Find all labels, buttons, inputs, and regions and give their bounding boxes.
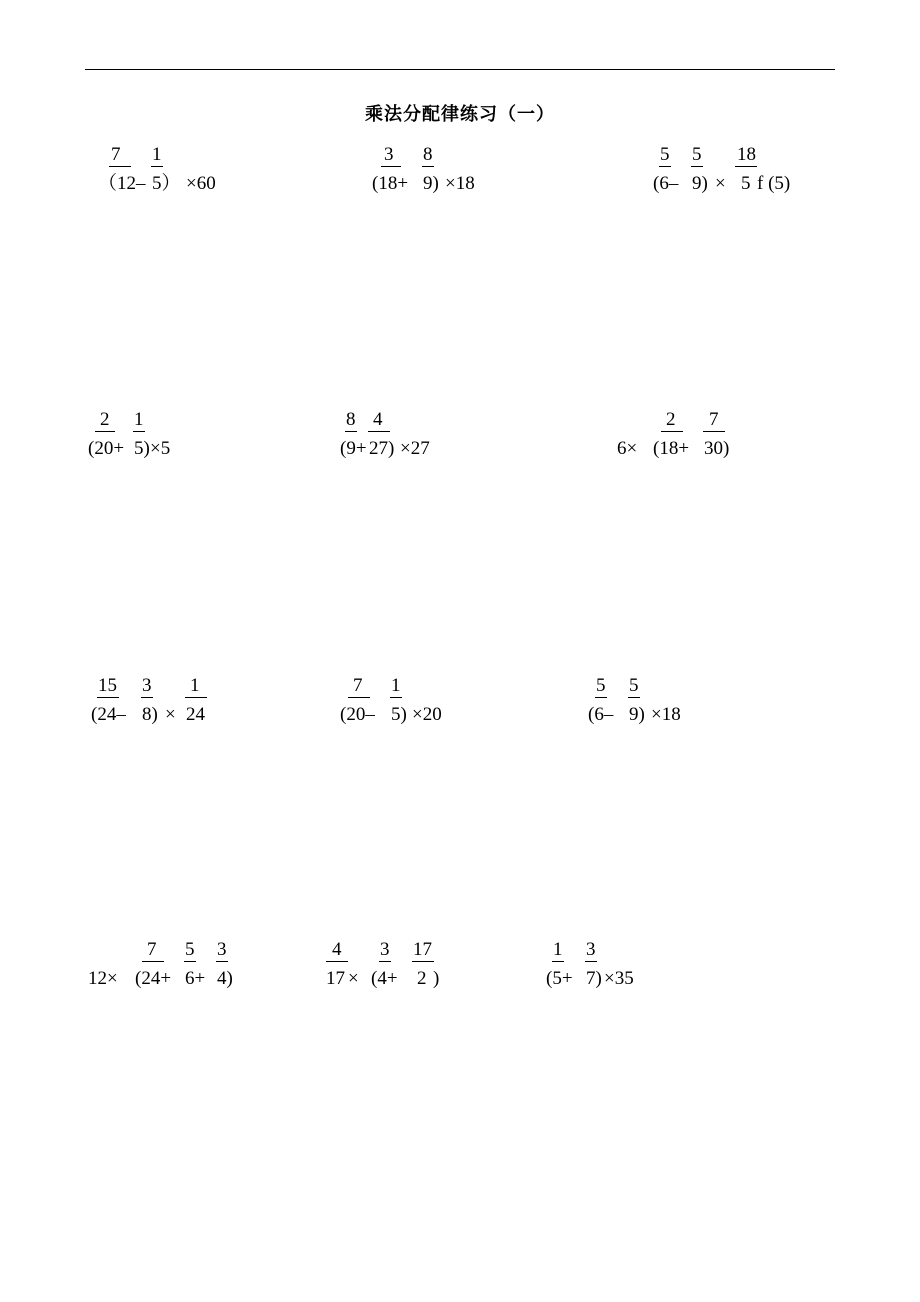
expression-part: 27)	[369, 438, 395, 459]
expression-part: ×60	[186, 173, 216, 194]
expression-part: ×18	[445, 173, 475, 194]
fraction-bar	[348, 697, 370, 698]
numerator: 7	[353, 675, 363, 696]
expression-part: 30)	[704, 438, 730, 459]
fraction-bar	[381, 166, 401, 167]
fraction-bar	[552, 961, 564, 962]
fraction-bar	[141, 697, 153, 698]
page-title: 乘法分配律练习（一）	[365, 104, 555, 125]
numerator: 5	[660, 144, 670, 165]
numerator: 7	[111, 144, 121, 165]
expression-part: (20–	[340, 704, 375, 725]
expression-part: 17	[326, 968, 345, 989]
numerator: 1	[152, 144, 162, 165]
expression-part: (18+	[372, 173, 409, 194]
numerator: 7	[147, 939, 157, 960]
expression-part: (5+	[546, 968, 573, 989]
expression-part: 7)	[586, 968, 602, 989]
expression-part: ×5	[150, 438, 171, 459]
numerator: 17	[413, 939, 432, 960]
numerator: 15	[98, 675, 117, 696]
numerator: 2	[666, 409, 676, 430]
numerator: 1	[553, 939, 563, 960]
fraction-bar	[326, 961, 348, 962]
fraction-bar	[585, 961, 597, 962]
numerator: 2	[100, 409, 110, 430]
expression-part: 6×	[617, 438, 638, 459]
expression-part: ×	[348, 968, 359, 989]
fraction-bar	[412, 961, 434, 962]
numerator: 1	[391, 675, 401, 696]
header-rule	[85, 69, 835, 70]
numerator: 4	[332, 939, 342, 960]
numerator: 3	[217, 939, 227, 960]
fraction-bar	[109, 166, 131, 167]
fraction-bar	[422, 166, 434, 167]
numerator: 8	[423, 144, 433, 165]
numerator: 3	[142, 675, 152, 696]
fraction-bar	[345, 431, 357, 432]
numerator: 5	[692, 144, 702, 165]
expression-part: ×	[715, 173, 726, 194]
expression-part: f (5)	[757, 173, 791, 194]
fraction-bar	[216, 961, 228, 962]
expression-part: 5)	[134, 438, 150, 459]
fraction-bar	[133, 431, 145, 432]
expression-part: 5)	[391, 704, 407, 725]
numerator: 1	[134, 409, 144, 430]
fraction-bar	[595, 697, 607, 698]
numerator: 3	[586, 939, 596, 960]
numerator: 5	[596, 675, 606, 696]
numerator: 3	[384, 144, 394, 165]
expression-part: (24–	[91, 704, 126, 725]
expression-part: (20+	[88, 438, 125, 459]
expression-part: (24+	[135, 968, 172, 989]
expression-part: ×27	[400, 438, 430, 459]
fraction-bar	[390, 697, 402, 698]
expression-part: ×18	[651, 704, 681, 725]
expression-part: 4)	[217, 968, 233, 989]
expression-part: （12–	[98, 173, 146, 194]
expression-part: ×35	[604, 968, 634, 989]
expression-part: (6–	[588, 704, 614, 725]
expression-part: 5）	[152, 173, 181, 194]
expression-part: 24	[186, 704, 205, 725]
expression-part: 2	[417, 968, 427, 989]
fraction-bar	[661, 431, 683, 432]
expression-part: 9)	[692, 173, 708, 194]
expression-part: 12×	[88, 968, 118, 989]
expression-part: 5	[741, 173, 751, 194]
expression-part: (9+	[340, 438, 367, 459]
numerator: 5	[629, 675, 639, 696]
fraction-bar	[691, 166, 703, 167]
expression-part: (18+	[653, 438, 690, 459]
fraction-bar	[142, 961, 164, 962]
fraction-bar	[703, 431, 725, 432]
numerator: 4	[373, 409, 383, 430]
fraction-bar	[659, 166, 671, 167]
numerator: 5	[185, 939, 195, 960]
expression-part: 6+	[185, 968, 206, 989]
expression-part: )	[433, 968, 440, 989]
expression-part: ×20	[412, 704, 442, 725]
numerator: 8	[346, 409, 356, 430]
expression-part: ×	[165, 704, 176, 725]
fraction-bar	[184, 961, 196, 962]
expression-part: (6–	[653, 173, 679, 194]
fraction-bar	[368, 431, 390, 432]
numerator: 3	[380, 939, 390, 960]
fraction-bar	[151, 166, 163, 167]
numerator: 1	[190, 675, 200, 696]
expression-part: 9)	[423, 173, 439, 194]
expression-part: 9)	[629, 704, 645, 725]
fraction-bar	[185, 697, 207, 698]
fraction-bar	[628, 697, 640, 698]
fraction-bar	[379, 961, 391, 962]
expression-part: 8)	[142, 704, 158, 725]
expression-part: (4+	[371, 968, 398, 989]
numerator: 7	[709, 409, 719, 430]
numerator: 18	[737, 144, 756, 165]
fraction-bar	[95, 431, 115, 432]
fraction-bar	[735, 166, 757, 167]
fraction-bar	[97, 697, 119, 698]
